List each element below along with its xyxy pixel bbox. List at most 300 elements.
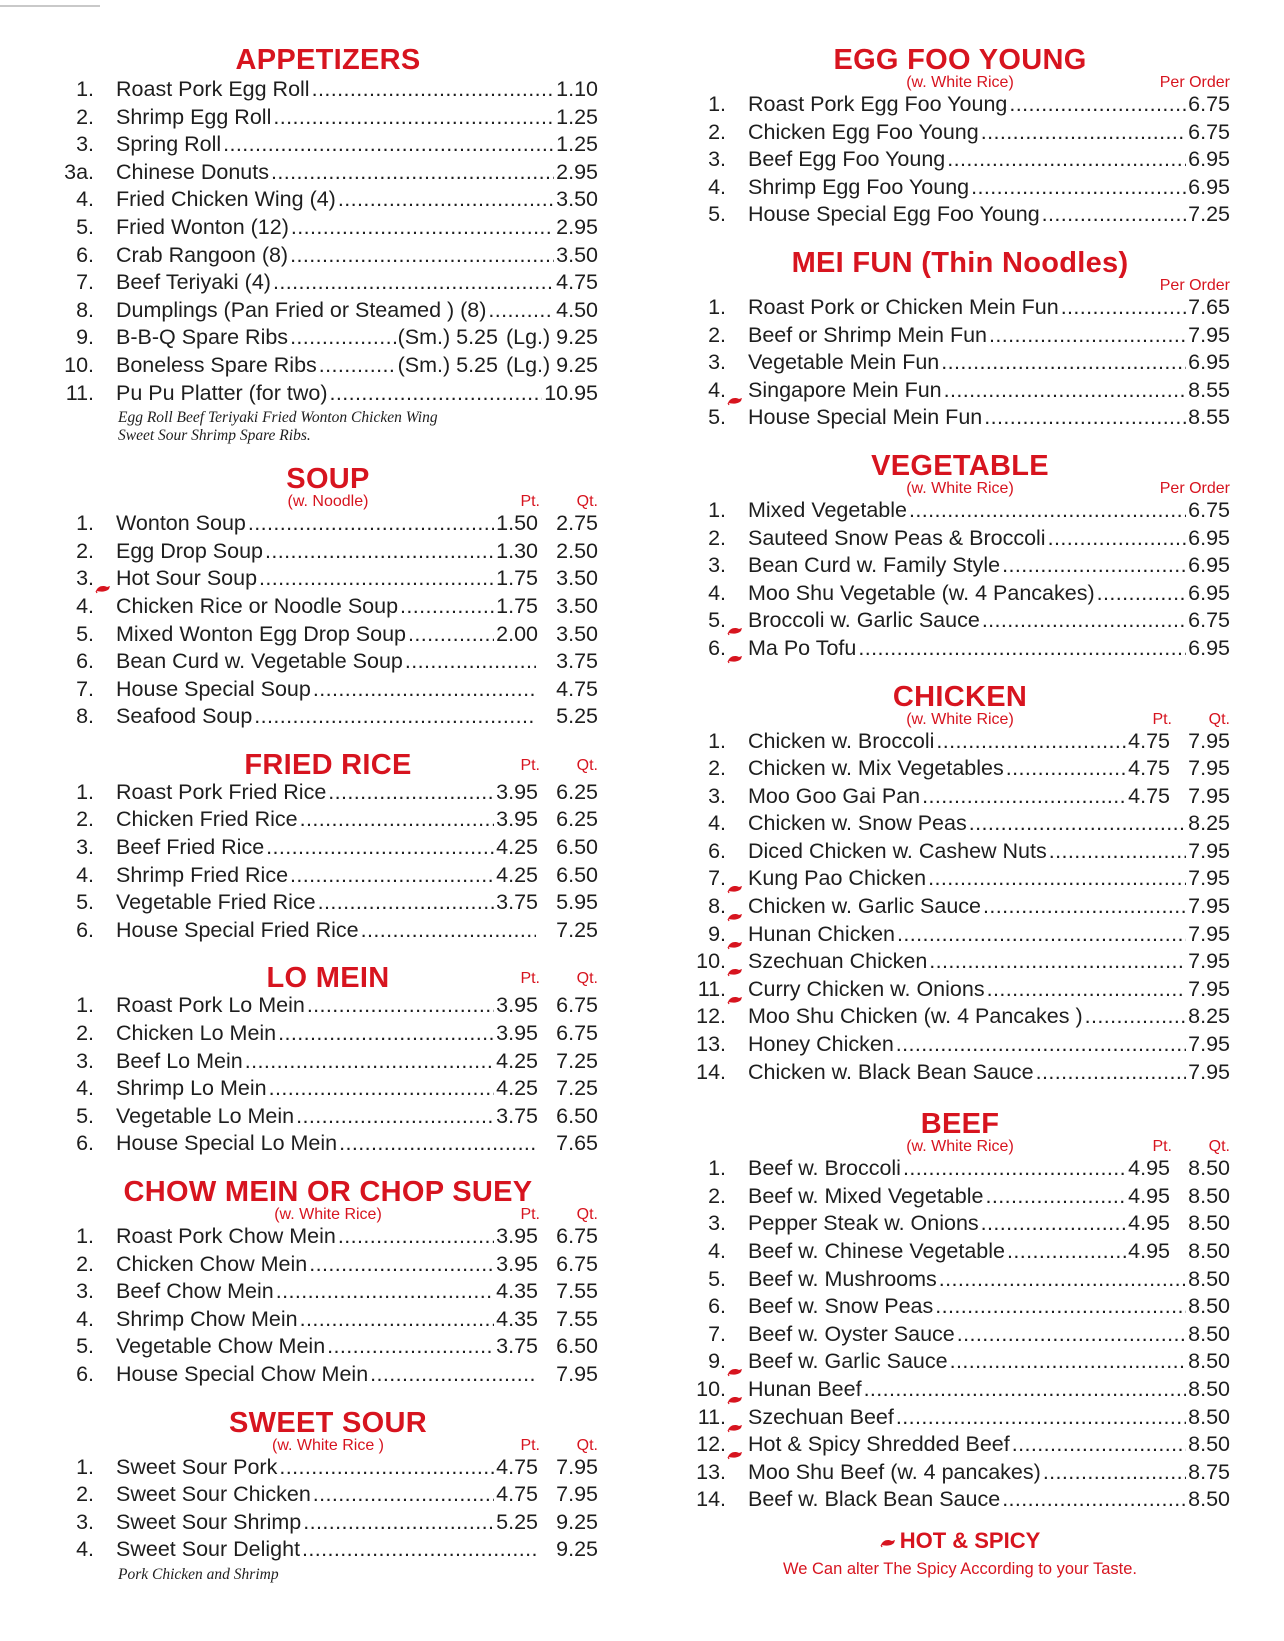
section-header bbox=[690, 243, 1230, 279]
item-number: 1. bbox=[76, 77, 94, 101]
item-price-pint: 5.25 bbox=[496, 1509, 538, 1534]
item-number: 1. bbox=[76, 1224, 94, 1248]
item-line bbox=[748, 893, 1230, 921]
menu-item bbox=[58, 510, 598, 538]
menu-item bbox=[58, 648, 598, 676]
item-name: Pu Pu Platter (for two) bbox=[116, 380, 328, 405]
item-name: Chicken w. Black Bean Sauce bbox=[748, 1059, 1034, 1084]
item-number: 4. bbox=[708, 580, 726, 605]
item-price: 7.95 bbox=[1188, 866, 1230, 891]
quart-header: Qt. bbox=[576, 493, 598, 511]
item-line bbox=[748, 404, 1230, 432]
item-line bbox=[116, 538, 598, 566]
quart-header: Qt. bbox=[1208, 1138, 1230, 1156]
item-name: Beef w. Black Bean Sauce bbox=[748, 1487, 1001, 1512]
item-line bbox=[116, 806, 598, 834]
dot-leader bbox=[981, 119, 1186, 147]
item-line bbox=[748, 865, 1230, 893]
menu-item bbox=[58, 779, 598, 807]
quart-header: Qt. bbox=[576, 1436, 598, 1454]
menu-item bbox=[690, 783, 1230, 811]
item-number: 4. bbox=[708, 377, 726, 402]
item-number: 5. bbox=[76, 621, 94, 646]
dot-leader bbox=[330, 380, 543, 408]
item-number: 14. bbox=[696, 1059, 726, 1084]
item-line bbox=[116, 621, 598, 649]
item-number: 11. bbox=[697, 1404, 726, 1429]
item-name: Beef Chow Mein bbox=[116, 1279, 274, 1304]
section-title: SWEET SOUR bbox=[229, 1406, 427, 1439]
quart-header: Qt. bbox=[576, 970, 598, 988]
item-price: 6.95 bbox=[1188, 350, 1230, 375]
item-line bbox=[748, 1486, 1230, 1514]
item-name: Vegetable Fried Rice bbox=[116, 890, 316, 915]
menu-item bbox=[690, 1266, 1230, 1294]
dot-leader bbox=[909, 497, 1186, 525]
item-price-pint: 3.95 bbox=[496, 1224, 538, 1248]
item-line bbox=[748, 1238, 1230, 1266]
item-number: 9. bbox=[708, 921, 726, 946]
dot-leader bbox=[269, 1075, 495, 1103]
dot-leader bbox=[223, 131, 554, 159]
dot-leader bbox=[313, 676, 536, 704]
item-price: 1.10 bbox=[556, 77, 598, 101]
menu-item bbox=[690, 146, 1230, 174]
menu-item bbox=[690, 635, 1230, 663]
menu-item bbox=[690, 91, 1230, 119]
item-line bbox=[748, 146, 1230, 174]
item-line bbox=[748, 119, 1230, 147]
section-chow-mein bbox=[58, 1172, 598, 1389]
item-number: 3a. bbox=[64, 159, 94, 184]
item-price-pint: 4.95 bbox=[1128, 1156, 1170, 1181]
item-number: 9. bbox=[76, 325, 94, 350]
item-line bbox=[116, 1103, 598, 1131]
item-price: 7.95 bbox=[1188, 838, 1230, 863]
quart-header: Qt. bbox=[576, 756, 598, 774]
item-line bbox=[116, 917, 598, 945]
item-price-pint: 2.00 bbox=[496, 621, 538, 646]
menu-item bbox=[690, 525, 1230, 553]
item-number: 10. bbox=[696, 1376, 726, 1401]
menu-item bbox=[690, 1348, 1230, 1376]
item-line bbox=[748, 728, 1230, 756]
item-price: 7.25 bbox=[1188, 202, 1230, 227]
item-price: 7.95 bbox=[1188, 1032, 1230, 1057]
section-chicken bbox=[690, 677, 1230, 1087]
dot-leader bbox=[1061, 294, 1186, 322]
item-number: 5. bbox=[76, 1103, 94, 1128]
dot-leader bbox=[987, 976, 1187, 1004]
dot-leader bbox=[1042, 201, 1186, 229]
item-price: 7.95 bbox=[1188, 921, 1230, 946]
item-line bbox=[116, 834, 598, 862]
menu-item bbox=[58, 104, 598, 132]
item-name: House Special Lo Mein bbox=[116, 1131, 338, 1156]
item-number: 1. bbox=[708, 92, 726, 116]
item-number: 3. bbox=[708, 1211, 726, 1236]
dot-leader bbox=[1048, 525, 1187, 553]
dot-leader bbox=[290, 242, 554, 270]
item-name: Roast Pork Egg Roll bbox=[116, 77, 310, 101]
item-number: 6. bbox=[76, 1131, 94, 1156]
item-price-pint: 1.75 bbox=[496, 593, 538, 618]
chili-pepper-icon bbox=[727, 985, 743, 995]
section-header bbox=[690, 1104, 1230, 1140]
item-line bbox=[116, 324, 598, 352]
item-name: Curry Chicken w. Onions bbox=[748, 976, 985, 1001]
item-name: Beef w. Mushrooms bbox=[748, 1266, 937, 1291]
dot-leader bbox=[1002, 1486, 1186, 1514]
item-name: Shrimp Egg Foo Young bbox=[748, 174, 970, 199]
item-line bbox=[116, 297, 598, 325]
dot-leader bbox=[1097, 580, 1187, 608]
menu-item bbox=[690, 838, 1230, 866]
item-price: 1.25 bbox=[556, 132, 598, 157]
menu-item bbox=[58, 1536, 598, 1564]
item-name: Sweet Sour Chicken bbox=[116, 1482, 311, 1507]
menu-item bbox=[58, 1020, 598, 1048]
item-price-quart: 8.50 bbox=[1188, 1156, 1230, 1181]
item-price-pint: 1.75 bbox=[496, 566, 538, 591]
section-header bbox=[58, 1172, 598, 1208]
menu-item bbox=[690, 497, 1230, 525]
footnote-line: Sweet Sour Shrimp Spare Ribs. bbox=[118, 427, 311, 445]
menu-item bbox=[690, 119, 1230, 147]
item-name: Seafood Soup bbox=[116, 704, 253, 729]
item-line bbox=[748, 948, 1230, 976]
item-line bbox=[748, 1293, 1230, 1321]
item-number: 6. bbox=[708, 635, 726, 660]
item-price: 7.65 bbox=[1188, 294, 1230, 319]
item-name: Roast Pork or Chicken Mein Fun bbox=[748, 294, 1059, 319]
item-price-quart: 2.50 bbox=[556, 538, 598, 563]
item-line bbox=[748, 1183, 1230, 1211]
item-price-pint: 3.95 bbox=[496, 1251, 538, 1276]
pint-header: Pt. bbox=[520, 756, 540, 774]
menu-item bbox=[690, 1238, 1230, 1266]
menu-item bbox=[58, 269, 598, 297]
item-line bbox=[116, 76, 598, 104]
pint-header: Pt. bbox=[1152, 710, 1172, 728]
hot-spicy-note: We Can alter The Spicy According to your Taste. bbox=[782, 1559, 1138, 1578]
item-price: 10.95 bbox=[544, 380, 598, 405]
dot-leader bbox=[969, 810, 1186, 838]
item-number: 8. bbox=[708, 894, 726, 919]
item-name: Kung Pao Chicken bbox=[748, 866, 927, 891]
dot-leader bbox=[1009, 91, 1186, 119]
item-price-quart: 7.65 bbox=[556, 1131, 598, 1156]
item-number: 1. bbox=[76, 779, 94, 804]
item-line bbox=[116, 352, 598, 380]
item-price-pint: 4.25 bbox=[496, 862, 538, 887]
item-line bbox=[748, 1059, 1230, 1087]
section-subheader bbox=[58, 1437, 598, 1454]
item-price: 7.95 bbox=[1188, 976, 1230, 1001]
item-line bbox=[748, 1155, 1230, 1183]
item-line bbox=[748, 838, 1230, 866]
item-number: 3. bbox=[76, 132, 94, 157]
item-line bbox=[116, 1454, 598, 1482]
menu-item bbox=[690, 294, 1230, 322]
item-line bbox=[748, 783, 1230, 811]
item-number: 2. bbox=[708, 1183, 726, 1208]
item-name: Hunan Beef bbox=[748, 1376, 862, 1401]
item-number: 13. bbox=[696, 1032, 726, 1057]
item-number: 5. bbox=[708, 202, 726, 227]
column-headers bbox=[1160, 277, 1230, 295]
menu-item bbox=[58, 1361, 598, 1389]
menu-item bbox=[58, 380, 598, 408]
section-header bbox=[690, 677, 1230, 713]
item-price-quart: 3.50 bbox=[556, 593, 598, 618]
item-price-pint: 4.25 bbox=[496, 835, 538, 860]
item-price: 6.95 bbox=[1188, 553, 1230, 578]
section-subheader bbox=[58, 1206, 598, 1223]
menu-item bbox=[58, 297, 598, 325]
menu-item bbox=[58, 834, 598, 862]
dot-leader bbox=[265, 538, 494, 566]
section-subheader bbox=[690, 1138, 1230, 1155]
dot-leader bbox=[296, 1103, 494, 1131]
menu-item bbox=[58, 538, 598, 566]
item-number: 3. bbox=[76, 1509, 94, 1534]
section-beef bbox=[690, 1104, 1230, 1514]
section-title: BEEF bbox=[920, 1108, 1000, 1141]
dot-leader bbox=[276, 1278, 494, 1306]
item-price: 8.50 bbox=[1188, 1432, 1230, 1457]
menu-item bbox=[58, 352, 598, 380]
item-number: 2. bbox=[708, 756, 726, 781]
dot-leader bbox=[319, 352, 396, 380]
menu-item bbox=[58, 1333, 598, 1361]
footnote-line: Pork Chicken and Shrimp bbox=[118, 1565, 279, 1583]
item-price-quart: 7.25 bbox=[556, 1048, 598, 1073]
item-name: Beef w. Snow Peas bbox=[748, 1294, 934, 1319]
menu-item bbox=[690, 728, 1230, 756]
section-title: CHOW MEIN OR CHOP SUEY bbox=[123, 1176, 533, 1208]
column-headers bbox=[482, 970, 598, 988]
item-price-quart: 6.75 bbox=[556, 993, 598, 1018]
section-soup bbox=[58, 459, 598, 731]
section-note: (w. White Rice) bbox=[906, 74, 1014, 91]
item-price-quart: 3.50 bbox=[556, 566, 598, 591]
item-line bbox=[748, 1431, 1230, 1459]
section-note: (w. White Rice) bbox=[906, 1138, 1014, 1156]
item-name: Singapore Mein Fun bbox=[748, 377, 942, 402]
section-lo-mein bbox=[58, 958, 598, 1158]
item-name: Fried Chicken Wing (4) bbox=[116, 187, 336, 212]
dot-leader bbox=[1085, 1003, 1187, 1031]
item-number: 11. bbox=[697, 976, 726, 1001]
item-name: Vegetable Mein Fun bbox=[748, 350, 940, 375]
section-fried-rice bbox=[58, 745, 598, 945]
item-line bbox=[116, 131, 598, 159]
item-line bbox=[748, 1266, 1230, 1294]
dot-leader bbox=[957, 1321, 1186, 1349]
item-number: 3. bbox=[708, 783, 726, 808]
item-number: 5. bbox=[708, 1266, 726, 1291]
item-number: 8. bbox=[76, 704, 94, 729]
item-number: 9. bbox=[708, 1349, 726, 1374]
column-headers bbox=[482, 1437, 598, 1455]
menu-item bbox=[58, 806, 598, 834]
dot-leader bbox=[271, 159, 554, 187]
item-name: Chicken w. Broccoli bbox=[748, 728, 935, 753]
dot-leader bbox=[982, 607, 1186, 635]
item-number: 4. bbox=[708, 811, 726, 836]
item-number: 6. bbox=[76, 649, 94, 674]
item-price-large: (Lg.) 9.25 bbox=[505, 352, 598, 377]
item-price-pint: 3.75 bbox=[496, 890, 538, 915]
item-line bbox=[116, 242, 598, 270]
item-price: 7.95 bbox=[1188, 949, 1230, 974]
chili-pepper-icon bbox=[727, 957, 743, 967]
item-price-quart: 6.75 bbox=[556, 1021, 598, 1046]
section-title: FRIED RICE bbox=[244, 748, 412, 781]
item-name: Chicken w. Garlic Sauce bbox=[748, 894, 982, 919]
section-title: EGG FOO YOUNG bbox=[833, 44, 1087, 76]
section-title: LO MEIN bbox=[266, 962, 390, 995]
item-number: 1. bbox=[708, 1156, 726, 1181]
dot-leader bbox=[1006, 755, 1126, 783]
section-appetizers bbox=[58, 40, 598, 445]
item-price: 1.25 bbox=[556, 104, 598, 129]
item-line bbox=[116, 779, 598, 807]
per-order-header: Per Order bbox=[1159, 74, 1230, 91]
menu-item bbox=[690, 755, 1230, 783]
menu-item bbox=[690, 201, 1230, 229]
item-line bbox=[748, 976, 1230, 1004]
item-line bbox=[748, 580, 1230, 608]
item-price-quart: 7.95 bbox=[1188, 756, 1230, 781]
menu-item bbox=[58, 1509, 598, 1537]
section-vegetable bbox=[690, 446, 1230, 663]
dot-leader bbox=[245, 1048, 494, 1076]
menu-item bbox=[58, 76, 598, 104]
hot-spicy-legend bbox=[690, 1528, 1230, 1579]
item-number: 11. bbox=[65, 380, 94, 405]
item-line bbox=[748, 1210, 1230, 1238]
menu-item bbox=[58, 1481, 598, 1509]
item-number: 1. bbox=[76, 511, 94, 536]
item-line bbox=[748, 810, 1230, 838]
item-name: Roast Pork Chow Mein bbox=[116, 1224, 336, 1248]
menu-item bbox=[58, 917, 598, 945]
item-number: 2. bbox=[76, 1482, 94, 1507]
item-name: Crab Rangoon (8) bbox=[116, 242, 289, 267]
menu-item bbox=[58, 1223, 598, 1251]
menu-item bbox=[58, 1103, 598, 1131]
menu-item bbox=[58, 242, 598, 270]
item-line bbox=[748, 921, 1230, 949]
item-number: 12. bbox=[696, 1432, 726, 1457]
menu-item bbox=[58, 324, 598, 352]
item-line bbox=[748, 174, 1230, 202]
chili-pepper-icon bbox=[727, 874, 743, 884]
item-name: Beef w. Broccoli bbox=[748, 1156, 901, 1181]
item-name: House Special Chow Mein bbox=[116, 1361, 369, 1386]
item-line bbox=[116, 1020, 598, 1048]
item-number: 4. bbox=[708, 1239, 726, 1263]
item-name: Beef or Shrimp Mein Fun bbox=[748, 322, 987, 347]
item-price-quart: 8.50 bbox=[1188, 1183, 1230, 1208]
item-line bbox=[748, 1459, 1230, 1487]
dot-leader bbox=[944, 377, 1187, 405]
item-name: Sweet Sour Pork bbox=[116, 1454, 278, 1479]
menu-item bbox=[690, 322, 1230, 350]
item-number: 12. bbox=[696, 1004, 726, 1029]
item-name: Chicken Egg Foo Young bbox=[748, 119, 979, 144]
pint-header: Pt. bbox=[1152, 1138, 1172, 1156]
scan-mark bbox=[0, 5, 100, 7]
pint-header: Pt. bbox=[520, 1206, 540, 1223]
item-price-quart: 7.95 bbox=[1188, 783, 1230, 808]
menu-item bbox=[690, 1003, 1230, 1031]
dot-leader bbox=[941, 349, 1186, 377]
dot-leader bbox=[303, 1509, 494, 1537]
item-name: House Special Fried Rice bbox=[116, 917, 359, 942]
item-name: Dumplings (Pan Fried or Steamed ) (8) bbox=[116, 297, 487, 322]
item-line bbox=[116, 1509, 598, 1537]
item-line bbox=[116, 703, 598, 731]
dot-leader bbox=[400, 593, 494, 621]
dot-leader bbox=[339, 1130, 536, 1158]
dot-leader bbox=[897, 921, 1186, 949]
item-name: Moo Goo Gai Pan bbox=[748, 783, 921, 808]
dot-leader bbox=[338, 186, 554, 214]
item-price-pint: 3.75 bbox=[496, 1103, 538, 1128]
menu-item bbox=[58, 1454, 598, 1482]
section-title: SOUP bbox=[286, 463, 370, 496]
dot-leader bbox=[328, 779, 494, 807]
item-name: Chicken Fried Rice bbox=[116, 807, 298, 832]
item-number: 4. bbox=[76, 1537, 94, 1562]
item-number: 5. bbox=[708, 608, 726, 633]
item-line bbox=[116, 380, 598, 408]
item-number: 2. bbox=[708, 119, 726, 144]
item-number: 4. bbox=[708, 174, 726, 199]
item-price-pint: 4.95 bbox=[1128, 1183, 1170, 1208]
item-name: Hunan Chicken bbox=[748, 921, 896, 946]
item-name: Shrimp Egg Roll bbox=[116, 104, 272, 129]
dot-leader bbox=[1012, 1431, 1186, 1459]
menu-item bbox=[58, 1306, 598, 1334]
dot-leader bbox=[278, 1020, 494, 1048]
menu-item bbox=[58, 862, 598, 890]
section-subheader bbox=[690, 711, 1230, 728]
item-number: 7. bbox=[708, 1321, 726, 1346]
item-number: 2. bbox=[708, 525, 726, 550]
item-line bbox=[748, 1321, 1230, 1349]
item-line bbox=[116, 565, 598, 593]
item-name: Chicken Lo Mein bbox=[116, 1021, 277, 1046]
item-number: 6. bbox=[708, 1294, 726, 1319]
column-headers bbox=[1114, 711, 1230, 729]
item-line bbox=[116, 1481, 598, 1509]
column-headers bbox=[1160, 480, 1230, 498]
chili-pepper-icon bbox=[727, 1413, 743, 1423]
item-name: Pepper Steak w. Onions bbox=[748, 1211, 979, 1236]
item-line bbox=[116, 992, 598, 1020]
menu-item bbox=[58, 1278, 598, 1306]
item-price-pint: 1.30 bbox=[496, 538, 538, 563]
item-line bbox=[748, 91, 1230, 119]
item-name: Beef w. Garlic Sauce bbox=[748, 1349, 948, 1374]
menu-item bbox=[690, 1059, 1230, 1087]
dot-leader bbox=[922, 783, 1126, 811]
dot-leader bbox=[981, 1210, 1126, 1238]
